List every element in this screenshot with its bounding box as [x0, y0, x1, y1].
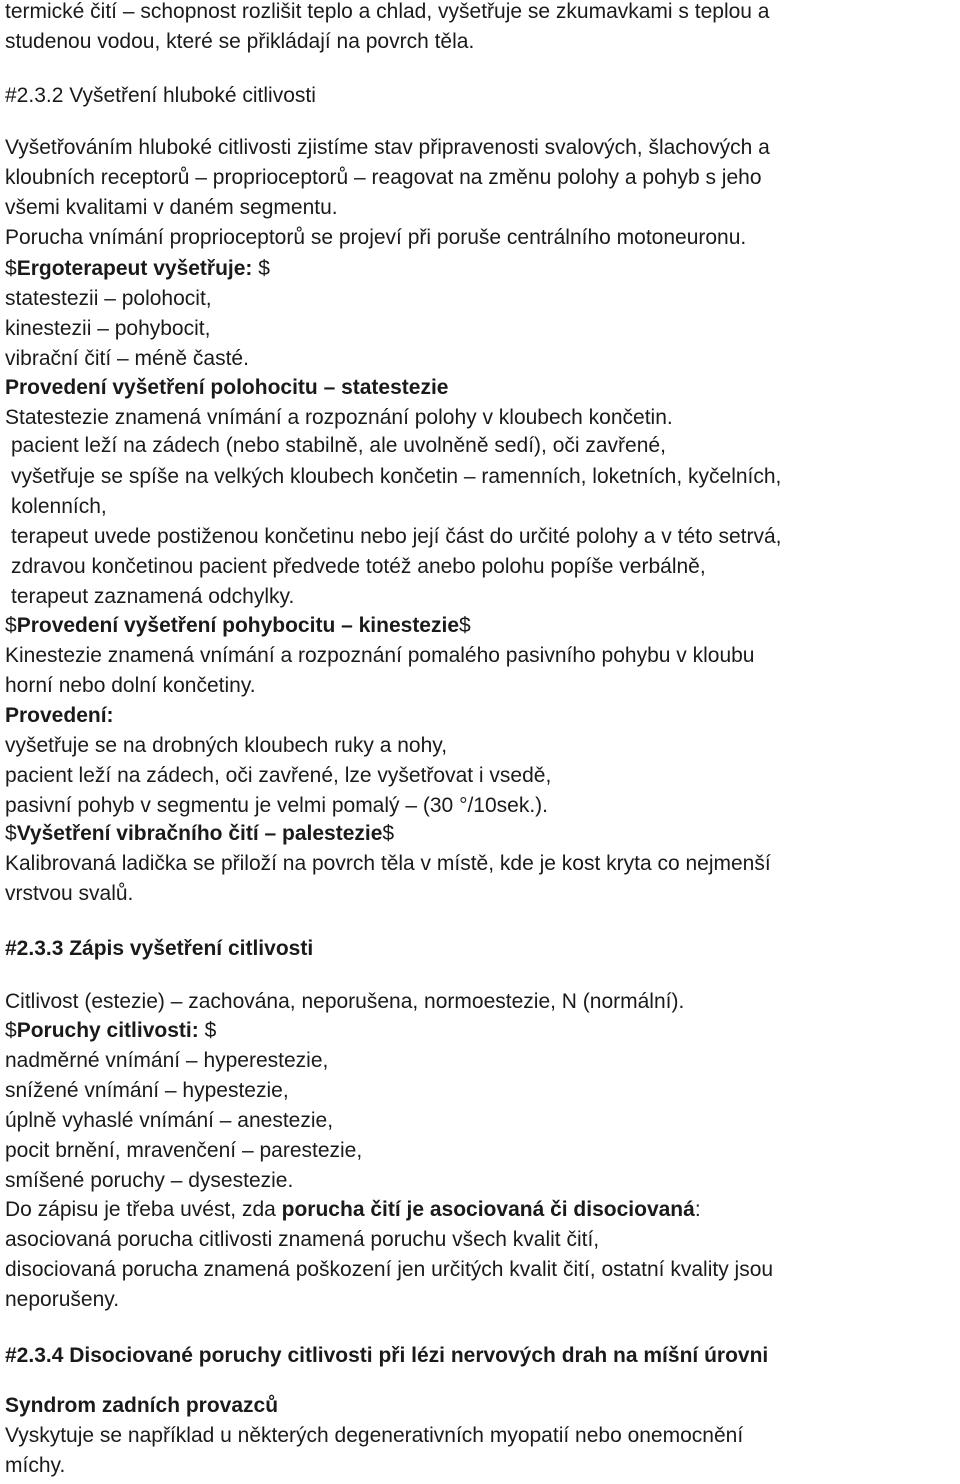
paragraph-line: Do zápisu je třeba uvést, zda porucha čití je asociovaná či disociovaná: [5, 1198, 701, 1221]
paragraph-line: asociovaná porucha citlivosti znamená poruchu všech kvalit čití, [5, 1228, 600, 1251]
list-item: smíšené poruchy – dysestezie. [5, 1169, 294, 1192]
paragraph-line: Statestezie znamená vnímání a rozpoznání polohy v kloubech končetin. [5, 406, 673, 429]
paragraph-line: studenou vodou, které se přikládají na povrch těla. [5, 30, 475, 53]
list-item: zdravou končetinou pacient předvede totéž anebo polohu popíše verbálně, [11, 555, 706, 578]
list-item: kinestezii – pohybocit, [5, 317, 211, 340]
list-item: pasivní pohyb v segmentu je velmi pomalý – (30 °/10sek.). [5, 794, 548, 817]
paragraph-line: Porucha vnímání proprioceptorů se projeví při poruše centrálního motoneuronu. [5, 226, 747, 249]
paragraph-line: Citlivost (estezie) – zachována, neporušena, normoestezie, N (normální). [5, 990, 685, 1013]
section-heading: #2.3.2 Vyšetření hluboké citlivosti [5, 84, 316, 107]
paragraph-line: horní nebo dolní končetiny. [5, 674, 256, 697]
subsection-heading: $Provedení vyšetření pohybocitu – kinestezie$ [5, 614, 471, 637]
subsection-heading: Syndrom zadních provazců [5, 1394, 279, 1417]
list-item: kolenních, [11, 495, 107, 518]
list-item: terapeut zaznamená odchylky. [11, 585, 295, 608]
paragraph-line: Kinestezie znamená vnímání a rozpoznání pomalého pasivního pohybu v kloubu [5, 644, 755, 667]
ergoterapeut-heading: $Ergoterapeut vyšetřuje: $ [5, 257, 270, 280]
section-heading: #2.3.4 Disociované poruchy citlivosti při lézi nervových drah na míšní úrovni [5, 1344, 769, 1367]
list-item: pocit brnění, mravenčení – parestezie, [5, 1139, 363, 1162]
list-item: vibrační čití – méně časté. [5, 347, 249, 370]
list-item: statestezii – polohocit, [5, 287, 212, 310]
list-item: vyšetřuje se na drobných kloubech ruky a nohy, [5, 734, 448, 757]
paragraph-line: neporušeny. [5, 1288, 120, 1311]
paragraph-line: vrstvou svalů. [5, 882, 134, 905]
paragraph-line: Vyšetřováním hluboké citlivosti zjistíme stav připravenosti svalových, šlachových a [5, 136, 770, 159]
subsection-heading: Provedení vyšetření polohocitu – statestezie [5, 376, 449, 399]
subsection-heading: $Vyšetření vibračního čití – palestezie$ [5, 822, 395, 845]
section-heading: #2.3.3 Zápis vyšetření citlivosti [5, 937, 314, 960]
list-item: terapeut uvede postiženou končetinu nebo její část do určité polohy a v této setrvá, [11, 525, 782, 548]
paragraph-line: míchy. [5, 1454, 66, 1477]
list-item: nadměrné vnímání – hyperestezie, [5, 1049, 329, 1072]
subsection-heading: Provedení: [5, 704, 114, 727]
paragraph-line: termické čití – schopnost rozlišit teplo a chlad, vyšetřuje se zkumavkami s teplou a [5, 0, 770, 23]
list-item: pacient leží na zádech, oči zavřené, lze vyšetřovat i vsedě, [5, 764, 552, 787]
paragraph-line: disociovaná porucha znamená poškození jen určitých kvalit čití, ostatní kvality jsou [5, 1258, 774, 1281]
paragraph-line: všemi kvalitami v daném segmentu. [5, 196, 338, 219]
paragraph-line: Kalibrovaná ladička se přiloží na povrch těla v místě, kde je kost kryta co nejmenší [5, 852, 771, 875]
list-item: pacient leží na zádech (nebo stabilně, ale uvolněně sedí), oči zavřené, [11, 434, 666, 457]
paragraph-line: Vyskytuje se například u některých degenerativních myopatií nebo onemocnění [5, 1424, 744, 1447]
list-item: úplně vyhaslé vnímání – anestezie, [5, 1109, 334, 1132]
list-item: snížené vnímání – hypestezie, [5, 1079, 289, 1102]
subsection-heading: $Poruchy citlivosti: $ [5, 1019, 217, 1042]
list-item: vyšetřuje se spíše na velkých kloubech končetin – ramenních, loketních, kyčelních, [11, 465, 782, 488]
paragraph-line: kloubních receptorů – proprioceptorů – reagovat na změnu polohy a pohyb s jeho [5, 166, 762, 189]
